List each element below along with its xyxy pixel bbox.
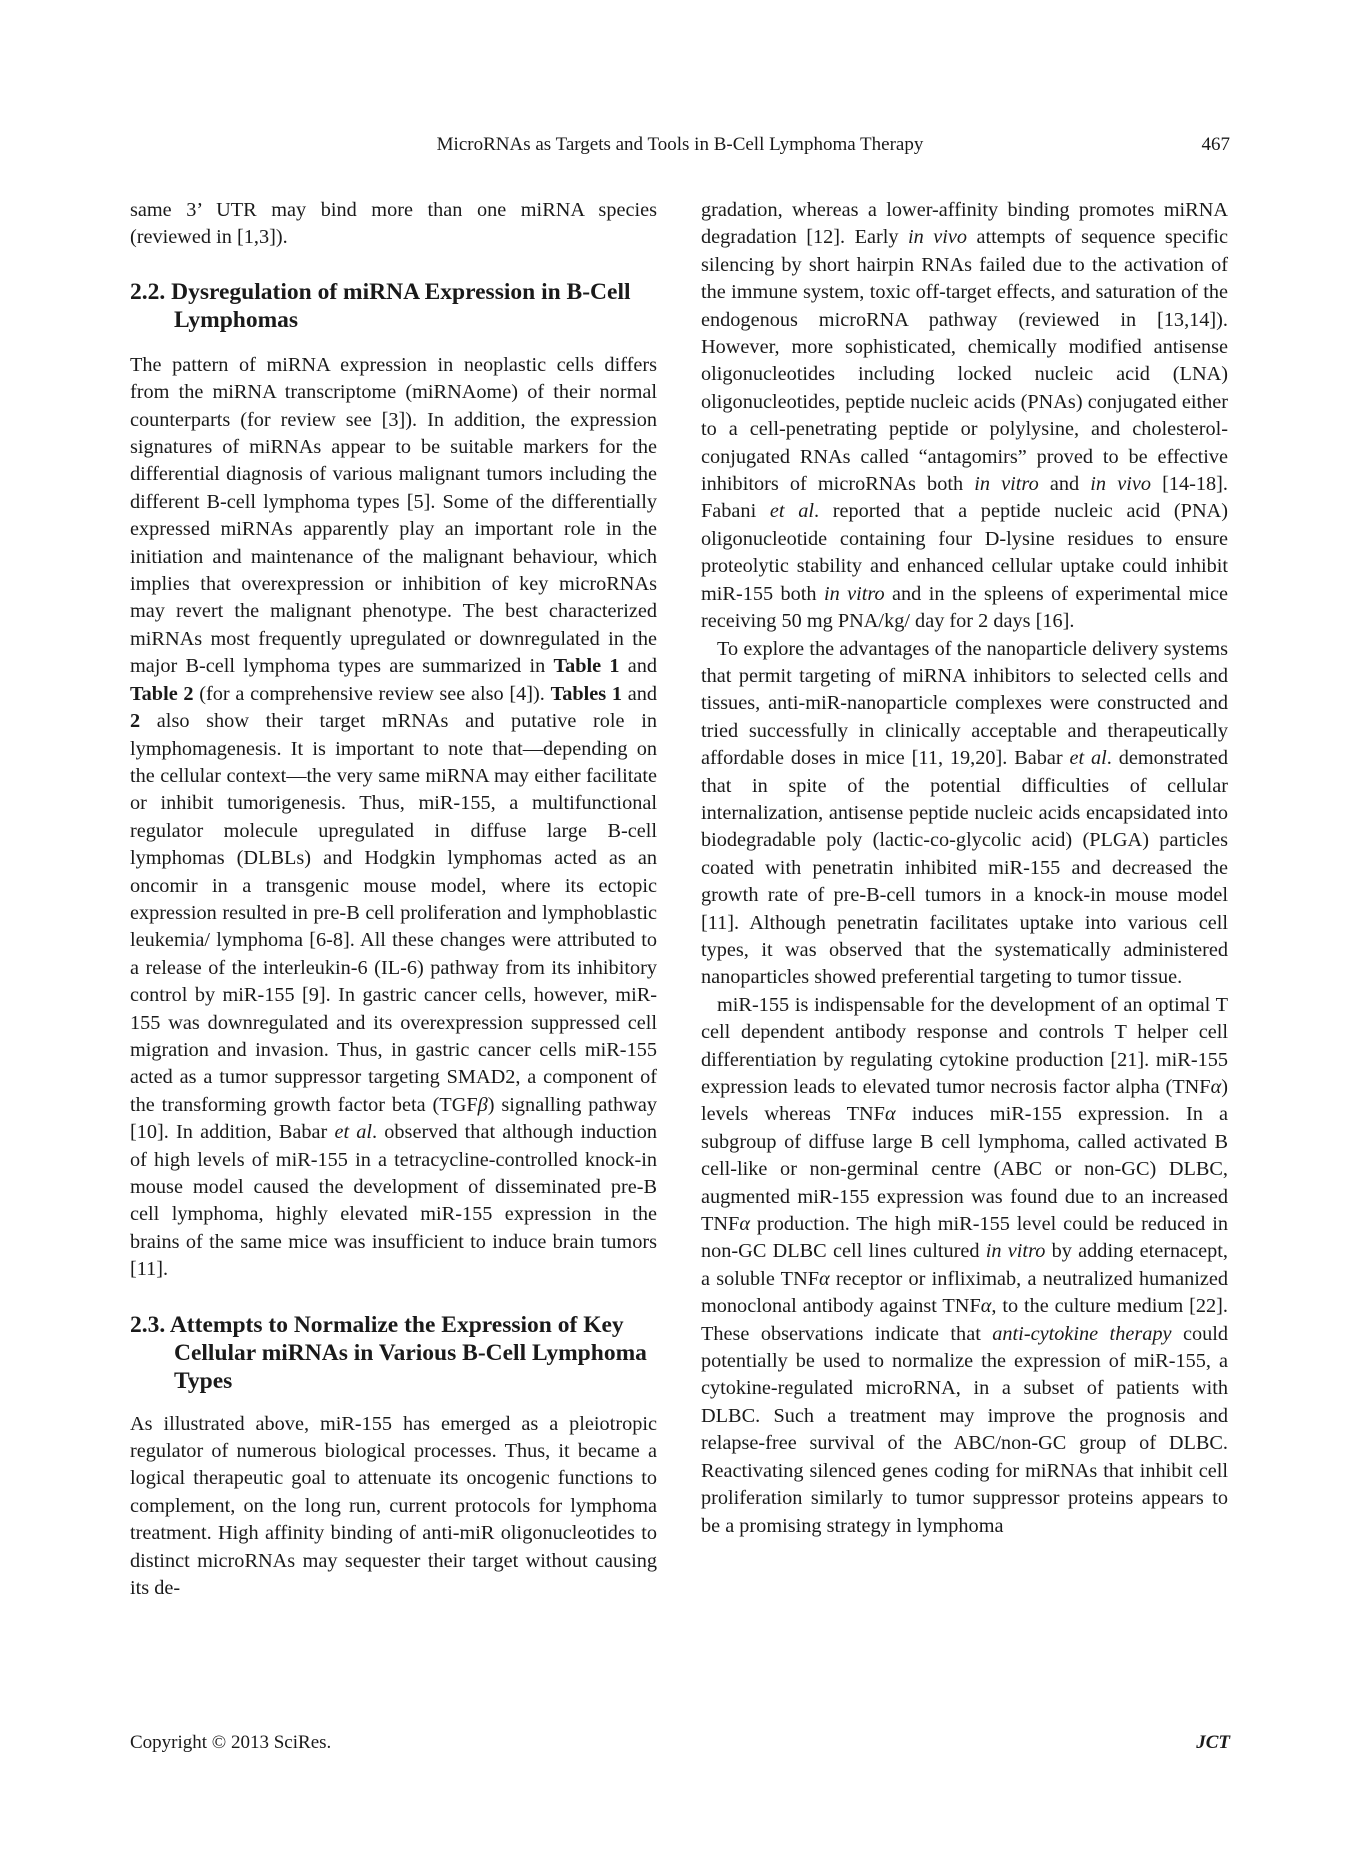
paragraph-continued: gradation, whereas a lower-affinity binding promotes miRNA degradation [12]. Early in vivo attempts of sequence specific silencing by short hairpin RNAs failed due to the activation of the immune system, toxic off-target effects, and saturation of the endogenous microRNA pathway (reviewed in [13,14]). However, more sophisticated, chemically modified antisense oligonucleotides including locked nucleic acid (LNA) oligonucleotides, peptide nucleic acids (PNAs) conjugated either to a cell-penetrating peptide or polylysine, and cholesterol-conjugated RNAs called “antagomirs” proved to be effective inhibitors of microRNAs both in vitro and in vivo [14-18]. Fabani et al. reported that a peptide nucleic acid (PNA) oligonucleotide containing four D-lysine residues to ensure proteolytic stability and enhanced cellular uptake could inhibit miR-155 both in vitro and in the spleens of experimental mice receiving 50 mg PNA/kg/ day for 2 days [16]. bbox=[701, 199, 1229, 633]
paragraph: The pattern of miRNA expression in neoplastic cells differs from the miRNA transcriptome (miRNAome) of their normal counterparts (for review see [3]). In addition, the expression signatures of miRNAs appear to be suitable markers for the differential diagnosis of various malignant tumors including the different B-cell lymphoma types [5]. Some of the differentially expressed miRNAs apparently play an important role in the initiation and maintenance of the malignant behaviour, which implies that overexpression or inhibition of key microRNAs may revert the malignant phenotype. The best characterized miRNAs most frequently upregulated or downregulated in the major B-cell lymphoma types are summarized in Table 1 and Table 2 (for a comprehensive review see also [4]). Tables 1 and 2 also show their target mRNAs and putative role in lymphomagenesis. It is important to note that—depending on the cellular context—the very same miRNA may either facilitate or inhibit tumorigenesis. Thus, miR-155, a multifunctional regulator molecule upregulated in diffuse large B-cell lymphomas (DLBLs) and Hodgkin lymphomas acted as an oncomir in a transgenic mouse model, where its ectopic expression resulted in pre-B cell proliferation and lymphoblastic leukemia/ lymphoma [6-8]. All these changes were attributed to a release of the interleukin-6 (IL-6) pathway from its inhibitory control by miR-155 [9]. In gastric cancer cells, however, miR-155 was downregulated and its overexpression suppressed cell migration and invasion. Thus, in gastric cancer cells miR-155 acted as a tumor suppressor targeting SMAD2, a component of the transforming growth factor beta (TGFβ) signalling pathway [10]. In addition, Babar et al. observed that although induction of high levels of miR-155 in a tetracycline-controlled knock-in mouse model caused the development of disseminated pre-B cell lymphoma, highly elevated miR-155 expression in the brains of the same mice was insufficient to induce brain tumors [11]. bbox=[130, 353, 658, 1281]
section-heading-2-2: 2.2. Dysregulation of miRNA Expression in B-Cell Lymphomas bbox=[130, 278, 631, 333]
copyright-notice: Copyright © 2013 SciRes. bbox=[130, 1732, 332, 1753]
section-heading-2-3: 2.3. Attempts to Normalize the Expression of Key Cellular miRNAs in Various B-Cell Lymphoma Types bbox=[130, 1311, 647, 1394]
right-column bbox=[701, 197, 1228, 1540]
paragraph: miR-155 is indispensable for the development of an optimal T cell dependent antibody response and controls T helper cell differentiation by regulating cytokine production [21]. miR-155 expression leads to elevated tumor necrosis factor alpha (TNFα) levels whereas TNFα induces miR-155 expression. In a subgroup of diffuse large B cell lymphoma, called activated B cell-like or non-germinal centre (ABC or non-GC) DLBC, augmented miR-155 expression was found due to an increased TNFα production. The high miR-155 level could be reduced in non-GC DLBC cell lines cultured in vitro by adding eternacept, a soluble TNFα receptor or infliximab, a neutralized humanized monoclonal antibody against TNFα, to the culture medium [22]. These observations indicate that anti-cytokine therapy could potentially be used to normalize the expression of miR-155, a cytokine-regulated microRNA, in a subset of patients with DLBC. Such a treatment may improve the prognosis and relapse-free survival of the ABC/non-GC group of DLBC. Reactivating silenced genes coding for miRNAs that inhibit cell proliferation similarly to tumor suppressor proteins appears to be a promising strategy in lymphoma bbox=[701, 993, 1229, 1537]
running-head bbox=[130, 130, 1230, 160]
table-ref[interactable]: Table 1 bbox=[553, 655, 620, 678]
left-column bbox=[130, 197, 657, 1602]
running-title: MicroRNAs as Targets and Tools in B-Cell Lymphoma Therapy bbox=[436, 134, 924, 155]
paragraph: To explore the advantages of the nanoparticle delivery systems that permit targeting of miRNA inhibitors to selected cells and tissues, anti-miR-nanoparticle complexes were constructed and tried successfully in clinically acceptable and therapeutically affordable doses in mice [11, 19,20]. Babar et al. demonstrated that in spite of the potential difficulties of cellular internalization, antisense peptide nucleic acids encapsidated into biodegradable poly (lactic-co-glycolic acid) (PLGA) particles coated with penetratin inhibited miR-155 and decreased the growth rate of pre-B-cell tumors in a knock-in mouse model [11]. Although penetratin facilitates uptake into various cell types, it was observed that the systematically administered nanoparticles showed preferential targeting to tumor tissue. bbox=[701, 637, 1228, 989]
paragraph: As illustrated above, miR-155 has emerged as a pleiotropic regulator of numerous biological processes. Thus, it became a logical therapeutic goal to attenuate its oncogenic functions to complement, on the long run, current protocols for lymphoma treatment. High affinity binding of anti-miR oligonucleotides to distinct microRNAs may sequester their target without causing its de- bbox=[130, 1412, 657, 1600]
page-number: 467 bbox=[1201, 134, 1230, 155]
paragraph-continued: same 3’ UTR may bind more than one miRNA species (reviewed in [1,3]). bbox=[130, 199, 657, 249]
table-ref[interactable]: Table 2 bbox=[130, 682, 194, 705]
page-footer bbox=[130, 1728, 1230, 1758]
table-ref[interactable]: 2 bbox=[130, 710, 141, 733]
journal-abbreviation: JCT bbox=[1196, 1732, 1230, 1753]
table-ref[interactable]: Tables 1 bbox=[550, 682, 623, 705]
